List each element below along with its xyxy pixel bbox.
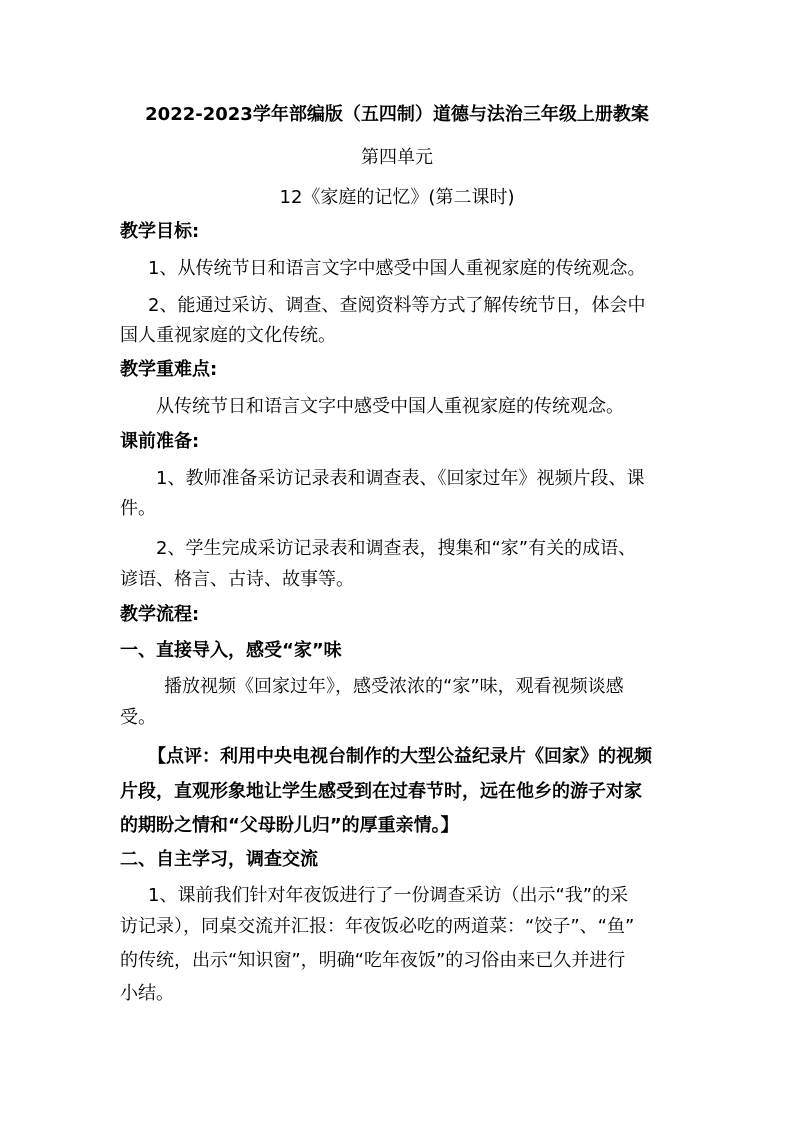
keypoints-text: 从传统节日和语言文字中感受中国人重视家庭的传统观念。 <box>156 396 624 417</box>
goals-heading: 教学目标: <box>120 221 200 242</box>
document-title: 2022-2023学年部编版（五四制）道德与法治三年级上册教案 <box>145 104 649 125</box>
prep-item-2-line-1: 2、学生完成采访记录表和调查表，搜集和“家”有关的成语、 <box>156 538 637 559</box>
section-1-title: 一、直接导入，感受“家”味 <box>120 640 342 661</box>
prep-item-1-line-1: 1、教师准备采访记录表和调查表、《回家过年》视频片段、课 <box>156 468 645 489</box>
comment-line-1: 【点评：利用中央电视台制作的大型公益纪录片《回家》的视频 <box>148 746 652 767</box>
goal-item-2-line-2: 国人重视家庭的文化传统。 <box>120 325 336 346</box>
section-1-line-2: 受。 <box>120 707 156 728</box>
section-2-title: 二、自主学习，调查交流 <box>120 849 318 870</box>
keypoints-heading: 教学重难点: <box>120 359 218 380</box>
goal-item-1: 1、从传统节日和语言文字中感受中国人重视家庭的传统观念。 <box>148 258 646 279</box>
unit-label: 第四单元 <box>361 147 433 168</box>
section-2-line-4: 小结。 <box>120 983 174 1004</box>
section-2-line-1: 1、课前我们针对年夜饭进行了一份调查采访（出示“我”的采 <box>148 885 629 906</box>
section-2-line-2: 访记录），同桌交流并汇报：年夜饭必吃的两道菜：“饺子”、“鱼” <box>120 916 635 937</box>
prep-item-1-line-2: 件。 <box>120 498 156 519</box>
comment-line-2: 片段，直观形象地让学生感受到在过春节时，远在他乡的游子对家 <box>120 781 642 802</box>
lesson-title: 12《家庭的记忆》(第二课时) <box>279 187 515 208</box>
flow-heading: 教学流程: <box>120 604 200 625</box>
section-2-line-3: 的传统，出示“知识窗”，明确“吃年夜饭”的习俗由来已久并进行 <box>120 950 626 971</box>
comment-line-3: 的期盼之情和“父母盼儿归”的厚重亲情。】 <box>120 815 459 836</box>
goal-item-2-line-1: 2、能通过采访、调查、查阅资料等方式了解传统节日，体会中 <box>148 295 646 316</box>
prep-heading: 课前准备: <box>120 431 200 452</box>
prep-item-2-line-2: 谚语、格言、古诗、故事等。 <box>120 569 354 590</box>
section-1-line-1: 播放视频《回家过年》，感受浓浓的“家”味，观看视频谈感 <box>164 676 624 697</box>
